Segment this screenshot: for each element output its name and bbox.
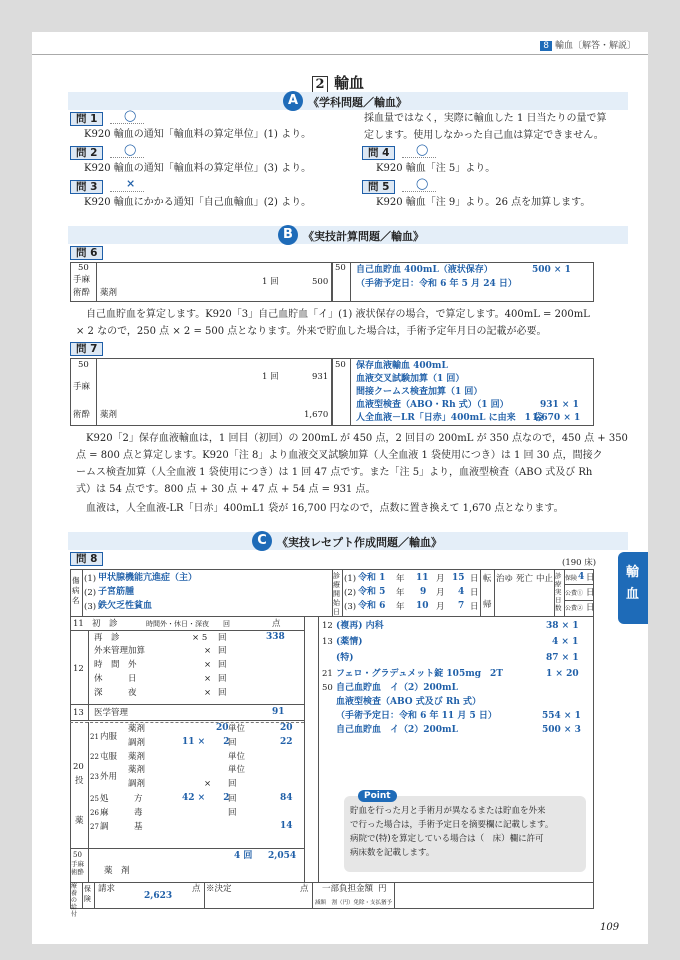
q7-row1: 手麻 xyxy=(73,382,91,392)
q7-explanation-5: 血液は，人全血液-LR「日赤」400mL1 袋が 16,700 円なので，点数に置き換えて 1,670 点となります。 xyxy=(86,503,564,514)
date-1-day-suffix: 日 xyxy=(470,574,479,584)
row-mgmt-name: 医学管理 xyxy=(94,708,129,718)
q4-text: K920 輸血「注 5」より。 xyxy=(376,163,496,174)
surg-times: 4 回 xyxy=(234,851,253,861)
running-header xyxy=(540,38,636,51)
section-a-badge: A xyxy=(283,91,303,111)
desc-line-2: (薬情) xyxy=(336,637,363,647)
row-revisit-unit: 回 xyxy=(218,633,227,643)
q4-label: 問 4 xyxy=(362,146,395,160)
rx-narc-unit: 回 xyxy=(228,808,237,818)
q6-explanation-2: × 2 なので，250 点 × 2 = 500 点となります。外来で貯血した場合は，手術予定年月日の記載が必要。 xyxy=(76,326,547,337)
date-2-num: (2) xyxy=(344,588,357,598)
desc-line-1: (複再) 内科 xyxy=(336,621,384,631)
outcome-transfer: 転 xyxy=(483,574,492,584)
date-3-month: 10 xyxy=(416,601,429,611)
page-title xyxy=(312,72,364,94)
days-label: 診療実日数 xyxy=(555,572,562,612)
days-public2-unit: 日 xyxy=(586,603,595,613)
date-1-num: (1) xyxy=(344,574,357,584)
row-night-times: × xyxy=(204,688,212,698)
rx-ext-name: 外用 xyxy=(100,772,118,782)
desc-line-8: 自己血貯血 イ（2）200mL xyxy=(336,725,458,735)
total-decision-label: ※決定 xyxy=(206,884,232,894)
rx-base-name: 調 xyxy=(100,822,109,832)
rx-oral-drug-qty: 20 xyxy=(216,723,229,733)
q2-label: 問 2 xyxy=(70,146,103,160)
total-copay-label: 一部負担金額 xyxy=(322,884,374,894)
point-line-1: 貯血を行った月と手術月が異なるまたは貯血を外来 xyxy=(350,806,546,816)
date-2-month: 9 xyxy=(420,587,427,597)
point-line-3: 病院で(特)を算定している場合は（ 床）欄に許可 xyxy=(350,834,544,844)
q4-answer: ◯ xyxy=(416,143,429,156)
date-3-month-suffix: 月 xyxy=(436,602,445,612)
q5-answer: ◯ xyxy=(416,177,429,190)
date-3-year-suffix: 年 xyxy=(396,602,405,612)
days-insurance-unit: 日 xyxy=(586,573,595,583)
rx-proc-qty: 42 × 2 xyxy=(182,793,230,803)
q6-row2: 術酔 xyxy=(73,288,91,298)
point-label: Point xyxy=(358,790,397,802)
q7-code: 50 xyxy=(78,360,89,370)
start-date-label: 診療開始日 xyxy=(333,572,340,616)
q1-text: K920 輸血の通知「輸血料の算定単位」(1) より。 xyxy=(84,129,312,140)
page xyxy=(32,32,648,944)
row-revisit-name: 再 診 xyxy=(94,633,120,643)
section-b-badge: B xyxy=(278,225,298,245)
desc-code-13: 13 xyxy=(322,637,333,647)
q1-continuation-1: 採血量ではなく，実際に輸血した 1 日当たりの量で算 xyxy=(364,113,607,124)
date-2-day: 4 xyxy=(458,587,465,597)
rx-proc-sub: 方 xyxy=(134,794,143,804)
section-b-title: 《実技計算問題／輸血》 xyxy=(303,230,424,243)
q7-right-line-5: 人全血液－LR「日赤」400mL に由来 1 袋 xyxy=(356,413,543,423)
rx-base-sub: 基 xyxy=(134,822,143,832)
total-reduction-note: 減額 割（円）免除・支払猶予 xyxy=(315,900,393,906)
row-initial-pts: 点 xyxy=(272,619,281,629)
date-3-day: 7 xyxy=(458,601,465,611)
rx-group-label-2: 薬 xyxy=(75,816,84,826)
q1-label: 問 1 xyxy=(70,112,103,126)
rx-group-label-1: 投 xyxy=(75,776,84,786)
rx-oral-code: 21 xyxy=(90,733,99,741)
surg-code: 50 xyxy=(73,851,82,859)
row-mgmt-code: 13 xyxy=(73,708,84,718)
dx-2-num: (2) xyxy=(84,588,97,598)
row-holiday-times: × xyxy=(204,674,212,684)
q7-label: 問 7 xyxy=(70,342,103,356)
desc-line-3-value: 87 × 1 xyxy=(546,653,579,663)
rx-narc-name: 麻 xyxy=(100,808,109,818)
q6-row1: 手麻 xyxy=(73,275,91,285)
desc-line-6: 血液型検査（ABO 式及び Rh 式） xyxy=(336,697,482,707)
rx-prn-unit: 単位 xyxy=(228,752,246,762)
section-c-title: 《実技レセプト作成問題／輸血》 xyxy=(277,536,442,549)
rx-oral-drug-unit: 単位 xyxy=(228,724,246,734)
row-outpatient-unit: 回 xyxy=(218,646,227,656)
outcome-return: 帰 xyxy=(483,600,492,610)
dx-2: 子宮筋腫 xyxy=(98,587,135,597)
q7-row2: 術酔 xyxy=(73,410,91,420)
date-1-year-suffix: 年 xyxy=(396,574,405,584)
q7-right-code: 50 xyxy=(335,360,346,370)
desc-line-7-value: 554 × 1 xyxy=(542,711,581,721)
rx-proc-code: 25 xyxy=(90,795,99,803)
days-public1-unit: 日 xyxy=(586,588,595,598)
q7-explanation-3: ームス検査加算（人全血液 1 袋使用につき）は 1 回 47 点です。また「注 5」より，血液型検査（ABO 式及び Rh xyxy=(76,467,593,478)
date-2-month-suffix: 月 xyxy=(436,588,445,598)
q6-drug: 薬剤 xyxy=(100,288,118,298)
q2-answer: ◯ xyxy=(124,143,137,156)
rx-oral-disp: 調剤 xyxy=(128,738,146,748)
date-1-year: 令和 1 xyxy=(358,573,386,583)
q7-right-line-5-value: 1,670 × 1 xyxy=(532,413,581,423)
rx-oral-disp-pts: 22 xyxy=(280,737,293,747)
q7-explanation-1: K920「2」保存血液輸血は，1 回目（初回）の 200mL が 450 点，2 回目の 200mL が 350 点なので，450 点 + 350 xyxy=(86,433,628,444)
q6-explanation-1: 自己血貯血を算定します。K920「3」自己血貯血「イ」(1) 液状保存の場合，で算定します。400mL = 200mL xyxy=(86,309,590,320)
total-copay-unit: 円 xyxy=(378,884,387,894)
q1-continuation-2: 定します。使用しなかった自己血は算定できません。 xyxy=(364,130,604,141)
rx-base-pts: 14 xyxy=(280,821,293,831)
q7-explanation-4: 式）は 54 点です。800 点 + 30 点 + 47 点 + 54 点 = 931 点。 xyxy=(76,484,376,495)
rx-oral-disp-unit: 回 xyxy=(228,738,237,748)
row-revisit-times: × 5 xyxy=(192,633,208,643)
surg-label: 手麻術酔 xyxy=(71,860,84,876)
row-night-unit: 回 xyxy=(218,688,227,698)
row-revisit-code: 12 xyxy=(73,664,84,674)
q6-times: 1 回 xyxy=(262,277,279,287)
row-holiday-name: 休 日 xyxy=(94,674,137,684)
total-request-label: 請求 xyxy=(98,884,116,894)
date-2-day-suffix: 日 xyxy=(470,588,479,598)
date-3-num: (3) xyxy=(344,602,357,612)
outcome-cured: 治ゆ xyxy=(496,574,514,584)
desc-line-5: 自己血貯血 イ（2）200mL xyxy=(336,683,458,693)
rx-ext-disp-times: × xyxy=(204,779,212,789)
rx-narc-code: 26 xyxy=(90,809,99,817)
q7-right-line-4: 血液型検査（ABO・Rh 式）（1 回） xyxy=(356,400,509,410)
rx-proc-pts: 84 xyxy=(280,793,293,803)
desc-line-8-value: 500 × 3 xyxy=(542,725,581,735)
q2-text: K920 輸血の通知「輸血料の算定単位」(3) より。 xyxy=(84,163,312,174)
q8-beds: (190 床) xyxy=(562,558,597,568)
q5-label: 問 5 xyxy=(362,180,395,194)
q3-answer: × xyxy=(126,177,136,190)
page-number: 109 xyxy=(600,922,620,933)
q7-times: 1 回 xyxy=(262,372,279,382)
dx-3: 鉄欠乏性貧血 xyxy=(98,601,153,611)
q7-right-line-4-value: 931 × 1 xyxy=(540,400,579,410)
row-holiday-unit: 回 xyxy=(218,674,227,684)
q8-label: 問 8 xyxy=(70,552,103,566)
side-tab-label: 輸血 xyxy=(626,565,640,602)
total-request-unit: 点 xyxy=(192,884,201,894)
q7-drug-points: 1,670 xyxy=(304,410,329,420)
q1-answer: ◯ xyxy=(124,109,137,122)
desc-code-12: 12 xyxy=(322,621,333,631)
desc-line-4: フェロ・グラデュメット錠 105mg 2T xyxy=(336,669,503,679)
rx-ext-code: 23 xyxy=(90,773,99,781)
q6-label: 問 6 xyxy=(70,246,103,260)
rx-group-code: 20 xyxy=(73,762,84,772)
rx-prn-name: 屯服 xyxy=(100,752,118,762)
dx-1-num: (1) xyxy=(84,574,97,584)
surg-drug: 薬 剤 xyxy=(104,866,130,876)
total-side-label: 療養の給付 xyxy=(71,883,78,918)
row-outpatient-times: × xyxy=(204,646,212,656)
row-outpatient-name: 外来管理加算 xyxy=(94,646,146,656)
q7-explanation-2: 点 = 800 点と算定します。K920「注 8」より血液交叉試験加算（人全血液 1 袋使用につき）は 1 回 30 点，間接ク xyxy=(76,450,603,461)
q7-right-line-1: 保存血液輸血 400mL xyxy=(356,361,448,371)
row-revisit-pts: 338 xyxy=(266,632,285,642)
dx-1: 甲状腺機能亢進症（主） xyxy=(98,573,198,583)
q6-right-line1: 自己血貯血 400mL（液状保存） xyxy=(356,265,493,275)
rx-ext-disp-unit: 回 xyxy=(228,779,237,789)
date-2-year-suffix: 年 xyxy=(396,588,405,598)
rx-base-code: 27 xyxy=(90,823,99,831)
row-initial-mid: 時間外・休日・深夜 回 xyxy=(146,620,230,628)
rx-oral-drug: 薬剤 xyxy=(128,724,146,734)
total-decision-unit: 点 xyxy=(300,884,309,894)
date-3-day-suffix: 日 xyxy=(470,602,479,612)
rx-prn-code: 22 xyxy=(90,753,99,761)
row-mgmt-pts: 91 xyxy=(272,707,285,717)
days-public2-label: 公費② xyxy=(565,605,584,612)
total-request-value: 2,623 xyxy=(144,891,173,901)
row-afterhours-unit: 回 xyxy=(218,660,227,670)
desc-line-4-value: 1 × 20 xyxy=(546,669,579,679)
q7-right-line-2: 血液交叉試験加算（1 回） xyxy=(356,374,465,384)
desc-line-7: （手術予定日：令和 6 年 11 月 5 日） xyxy=(336,711,497,721)
desc-code-50: 50 xyxy=(322,683,333,693)
q6-right-code: 50 xyxy=(335,263,346,273)
q6-code: 50 xyxy=(78,263,89,273)
q5-text: K920 輸血「注 9」より。26 点を加算します。 xyxy=(376,197,591,208)
row-afterhours-times: × xyxy=(204,660,212,670)
rx-ext-disp: 調剤 xyxy=(128,779,146,789)
title-number: 2 xyxy=(312,76,328,94)
dx-label: 傷病名 xyxy=(72,576,80,605)
desc-line-1-value: 38 × 1 xyxy=(546,621,579,631)
section-c-badge: C xyxy=(252,531,272,551)
q6-right-line1-value: 500 × 1 xyxy=(532,265,571,275)
q7-points: 931 xyxy=(312,372,329,382)
section-a-title: 《学科問題／輸血》 xyxy=(308,96,407,109)
point-line-2: で行った場合は，手術予定日を摘要欄に記載します。 xyxy=(350,820,554,830)
rx-narc-sub: 毒 xyxy=(134,808,143,818)
q6-right-line2: （手術予定日：令和 6 年 5 月 24 日） xyxy=(356,279,517,289)
rx-prn-drug: 薬剤 xyxy=(128,752,146,762)
q3-text: K920 輸血にかかる通知「自己血輸血」(2) より。 xyxy=(84,197,312,208)
rx-oral-name: 内服 xyxy=(100,732,118,742)
desc-code-21: 21 xyxy=(322,669,333,679)
date-1-day: 15 xyxy=(452,573,465,583)
q7-drug: 薬剤 xyxy=(100,410,118,420)
row-night-name: 深 夜 xyxy=(94,688,137,698)
dx-3-num: (3) xyxy=(84,602,97,612)
days-insurance-label: 保険 xyxy=(565,575,578,582)
q3-label: 問 3 xyxy=(70,180,103,194)
chapter-number: 8 xyxy=(540,41,552,51)
rx-oral-disp-qty: 11 × 2 xyxy=(182,737,230,747)
rx-proc-unit: 回 xyxy=(228,794,237,804)
point-line-4: 病床数を記載します。 xyxy=(350,848,435,858)
row-initial-code: 11 xyxy=(73,619,84,629)
header-line xyxy=(32,54,648,55)
desc-line-3: (特) xyxy=(336,653,354,663)
rx-ext-drug: 薬剤 xyxy=(128,765,146,775)
outcome-stopped: 中止 xyxy=(536,574,554,584)
date-1-month: 11 xyxy=(416,573,429,583)
title-text: 輸血 xyxy=(334,74,365,92)
q7-right-line-3: 間接クームス検査加算（1 回） xyxy=(356,387,483,397)
days-insurance: 4 xyxy=(578,572,585,582)
rx-oral-drug-pts: 20 xyxy=(280,723,293,733)
outcome-died: 死亡 xyxy=(516,574,534,584)
total-insurance-label: 保険 xyxy=(84,885,91,903)
rx-proc-name: 処 xyxy=(100,794,109,804)
date-2-year: 令和 5 xyxy=(358,587,386,597)
row-initial-name: 初 診 xyxy=(92,619,118,629)
desc-line-2-value: 4 × 1 xyxy=(552,637,579,647)
rx-ext-drug-unit: 単位 xyxy=(228,765,246,775)
q6-points: 500 xyxy=(312,277,329,287)
date-3-year: 令和 6 xyxy=(358,601,386,611)
days-public1-label: 公費① xyxy=(565,590,584,597)
row-afterhours-name: 時 間 外 xyxy=(94,660,137,670)
surg-pts: 2,054 xyxy=(268,851,297,861)
date-1-month-suffix: 月 xyxy=(436,574,445,584)
chapter-title: 輸血〔解答・解説〕 xyxy=(554,41,636,51)
